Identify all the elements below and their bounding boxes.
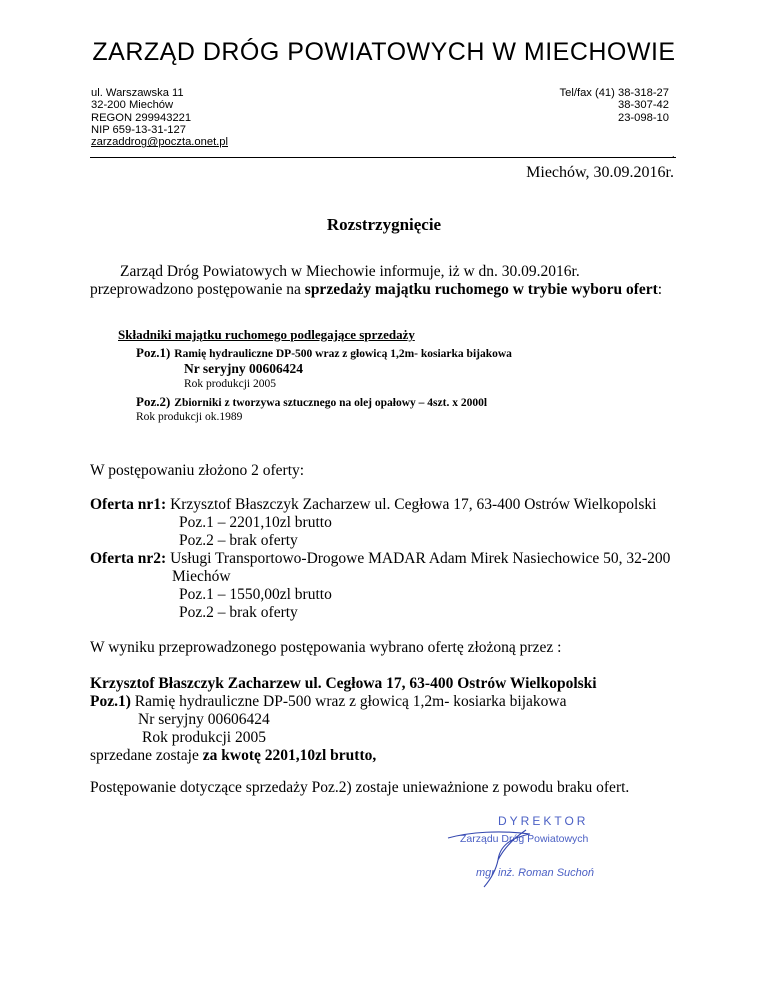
email-link[interactable]: zarzaddrog@poczta.onet.pl: [91, 136, 228, 149]
intro-prefix: przeprowadzono postępowanie na: [90, 281, 305, 298]
asset-pos1-serial: Nr seryjny 00606424: [184, 361, 303, 376]
address-line: NIP 659-13-31-127: [91, 123, 186, 136]
asset-pos1: [136, 344, 512, 362]
asset-pos1-name: Ramię hydrauliczne DP-500 wraz z głowicą 1,2m- kosiarka bijakowa: [174, 348, 512, 360]
winner-line: Krzysztof Błaszczyk Zacharzew ul. Cegłowa 17, 63-400 Ostrów Wielkopolski: [90, 675, 597, 692]
phone-line: 23-098-10: [617, 111, 669, 124]
offer-1-label: Oferta nr1:: [90, 496, 167, 513]
stamp-title: DYREKTOR: [498, 814, 589, 828]
divider-mark: .: [672, 149, 675, 159]
sold-amount: za kwotę 2201,10zl brutto,: [202, 747, 377, 764]
header-divider: [90, 157, 676, 158]
address-block: [91, 87, 228, 148]
stamp-office: Zarządu Dróg Powiatowych: [460, 833, 589, 845]
address-line: ul. Warszawska 11: [91, 87, 184, 99]
asset-pos2-name: Zbiorniki z tworzywa sztucznego na olej opałowy – 4szt. x 2000l: [174, 397, 488, 409]
phone-line: 38-307-42: [617, 99, 669, 112]
result-pos1-label: Poz.1): [90, 693, 131, 710]
result-pos1-text: Ramię hydrauliczne DP-500 wraz z głowicą 1,2m- kosiarka bijakowa: [130, 693, 567, 710]
address-line: 32-200 Miechów: [91, 99, 174, 112]
offer-2: [90, 550, 670, 568]
document-title: Rozstrzygnięcie: [326, 215, 442, 234]
result-serial: Nr seryjny 00606424: [138, 711, 270, 728]
director-stamp: [440, 808, 640, 888]
offer-2-text: Usługi Transportowo-Drogowe MADAR Adam Mirek Nasiechowice 50, 32-200: [166, 550, 671, 567]
offer-1-pos1: Poz.1 – 2201,10zl brutto: [179, 514, 332, 531]
address-line: REGON 299943221: [91, 111, 192, 124]
offer-1-pos2: Poz.2 – brak oferty: [179, 532, 298, 549]
asset-pos1-label: Poz.1): [136, 345, 171, 360]
asset-pos1-year: Rok produkcji 2005: [184, 378, 276, 390]
date-line: Miechów, 30.09.2016r.: [526, 164, 674, 181]
offer-1-text: Krzysztof Błaszczyk Zacharzew ul. Cegłowa 17, 63-400 Ostrów Wielkopolski: [166, 496, 657, 513]
phone-line: Tel/fax (41) 38-318-27: [559, 87, 669, 99]
sold-line: [90, 747, 376, 765]
offer-2-text-cont: Miechów: [172, 568, 231, 585]
offer-2-label: Oferta nr2:: [90, 550, 167, 567]
intro-line-2: [90, 281, 662, 299]
offer-2-pos2: Poz.2 – brak oferty: [179, 604, 298, 621]
result-intro: W wyniku przeprowadzonego postępowania wybrano ofertę złożoną przez :: [90, 639, 562, 656]
intro-suffix: :: [657, 281, 663, 298]
intro-bold: sprzedaży majątku ruchomego w trybie wyboru ofert: [304, 281, 658, 298]
result-year: Rok produkcji 2005: [142, 729, 266, 746]
stamp-name: mgr inż. Roman Suchoń: [476, 867, 594, 879]
result-pos1: [90, 693, 566, 711]
asset-pos2-label: Poz.2): [136, 394, 171, 409]
offer-2-pos1: Poz.1 – 1550,00zl brutto: [179, 586, 332, 603]
intro-line-1: Zarząd Dróg Powiatowych w Miechowie informuje, iż w dn. 30.09.2016r.: [120, 263, 580, 280]
phone-block: [560, 87, 669, 124]
asset-pos2-year: Rok produkcji ok.1989: [136, 411, 243, 423]
offers-count: W postępowaniu złożono 2 oferty:: [90, 462, 305, 479]
offer-1: [90, 496, 656, 514]
cancel-line: Postępowanie dotyczące sprzedaży Poz.2) zostaje unieważnione z powodu braku ofert.: [90, 779, 630, 796]
sold-prefix: sprzedane zostaje: [90, 747, 203, 764]
asset-pos2: [136, 393, 487, 411]
organization-name: ZARZĄD DRÓG POWIATOWYCH W MIECHOWIE: [92, 38, 676, 66]
assets-heading: Składniki majątku ruchomego podlegające sprzedaży: [118, 327, 415, 342]
